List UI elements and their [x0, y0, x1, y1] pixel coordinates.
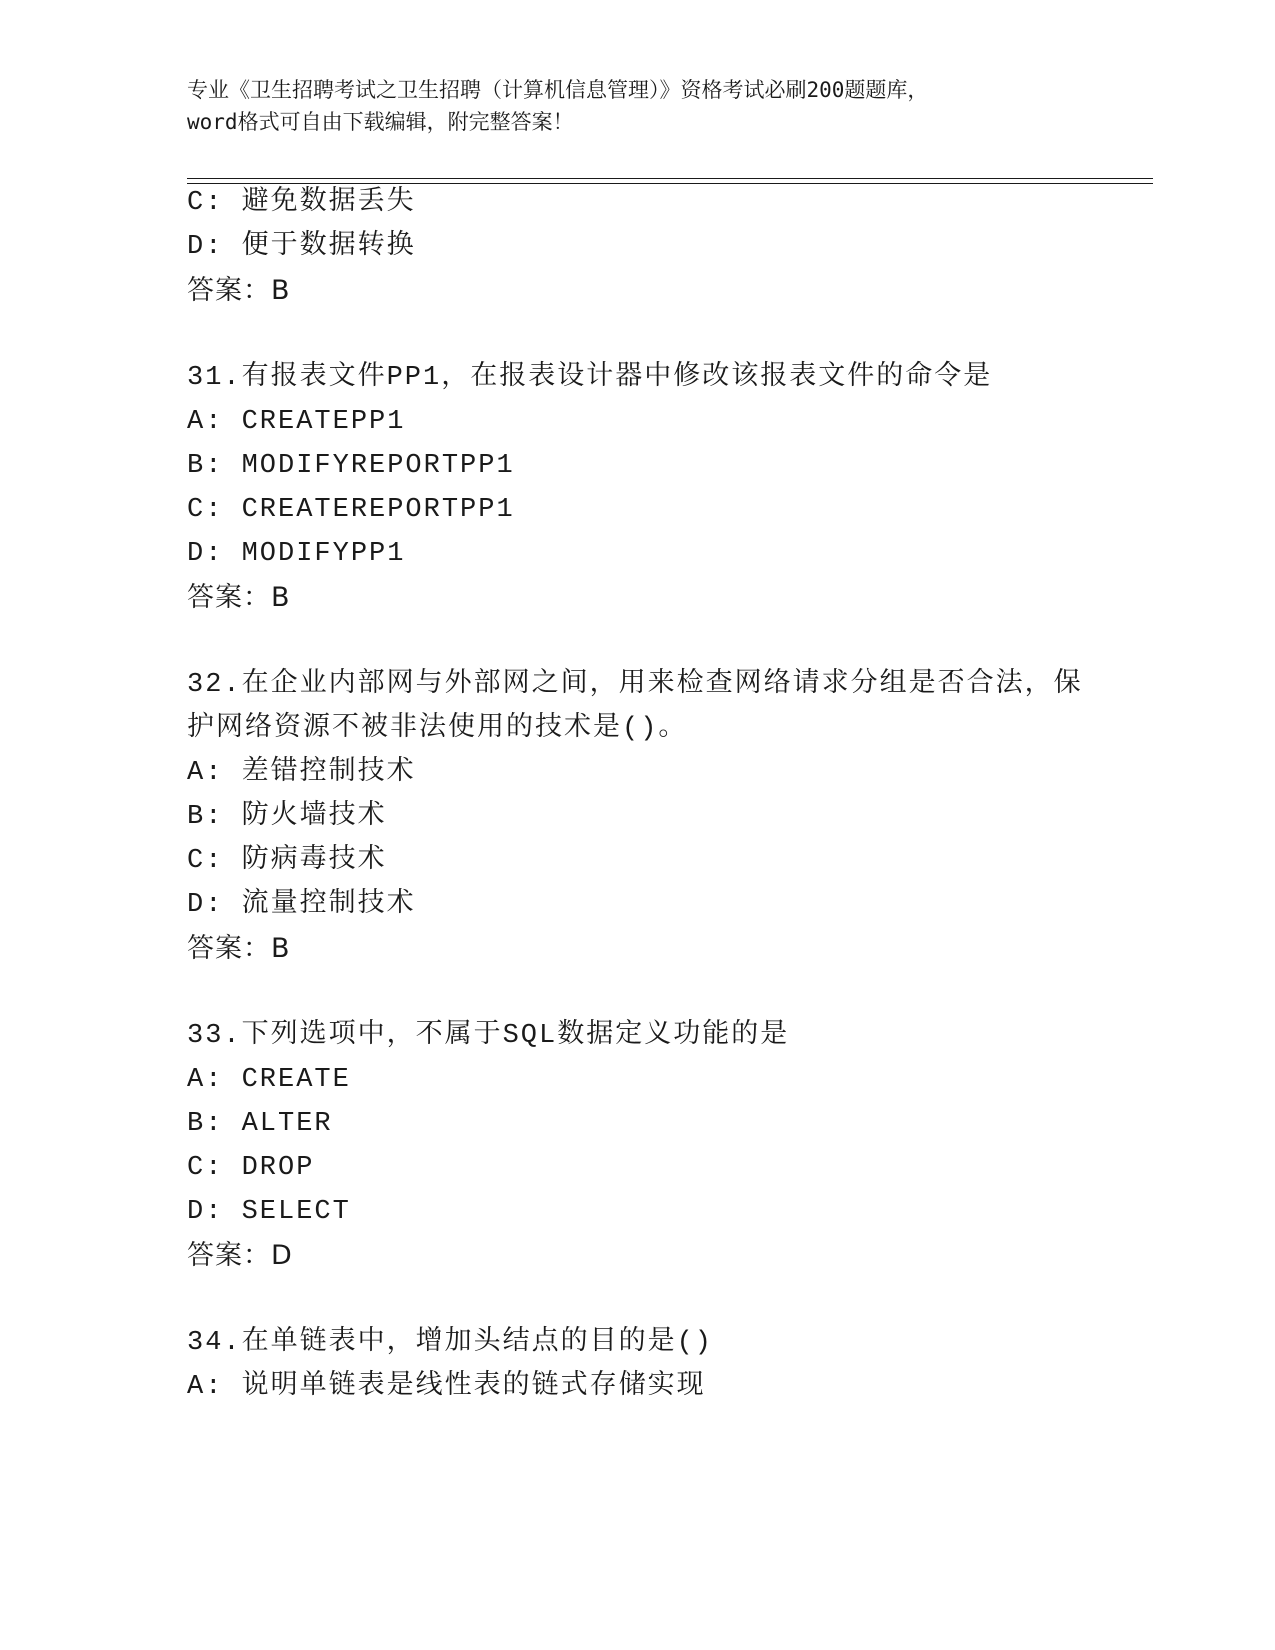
- title-line-2: word格式可自由下载编辑，附完整答案！: [187, 110, 574, 134]
- answer-label: 答案：B: [187, 275, 291, 306]
- option-d: D: 便于数据转换: [187, 232, 416, 262]
- option-c: C: 防病毒技术: [187, 846, 387, 876]
- answer-label: 答案：B: [187, 933, 291, 964]
- option-d: D: SELECT: [187, 1197, 351, 1227]
- option-d: D: MODIFYPP1: [187, 539, 406, 569]
- header-divider-top: [187, 178, 1153, 179]
- option-a: A: CREATEPP1: [187, 407, 406, 437]
- document-title: [187, 74, 1087, 138]
- title-line-1: 专业《卫生招聘考试之卫生招聘（计算机信息管理）》资格考试必刷200题题库，: [187, 78, 929, 102]
- option-a: A: CREATE: [187, 1065, 351, 1095]
- option-a: A: 说明单链表是线性表的链式存储实现: [187, 1372, 706, 1402]
- question-stem: 34.在单链表中，增加头结点的目的是(): [187, 1328, 714, 1358]
- option-c: C: DROP: [187, 1153, 315, 1183]
- header-divider-bottom: [187, 183, 1153, 184]
- option-c: C: CREATEREPORTPP1: [187, 495, 515, 525]
- option-c: C: 避免数据丢失: [187, 188, 416, 218]
- question-stem: 31.有报表文件PP1，在报表设计器中修改该报表文件的命令是: [187, 363, 993, 393]
- option-b: B: MODIFYREPORTPP1: [187, 451, 515, 481]
- question-stem: 32.在企业内部网与外部网之间，用来检查网络请求分组是否合法，保: [187, 670, 1083, 700]
- question-stem-continued: 护网络资源不被非法使用的技术是()。: [187, 714, 688, 744]
- answer-label: 答案：D: [187, 1240, 293, 1271]
- question-stem: 33.下列选项中，不属于SQL数据定义功能的是: [187, 1021, 790, 1051]
- option-d: D: 流量控制技术: [187, 890, 416, 920]
- option-b: B: ALTER: [187, 1109, 333, 1139]
- option-a: A: 差错控制技术: [187, 758, 416, 788]
- option-b: B: 防火墙技术: [187, 802, 387, 832]
- answer-label: 答案：B: [187, 582, 291, 613]
